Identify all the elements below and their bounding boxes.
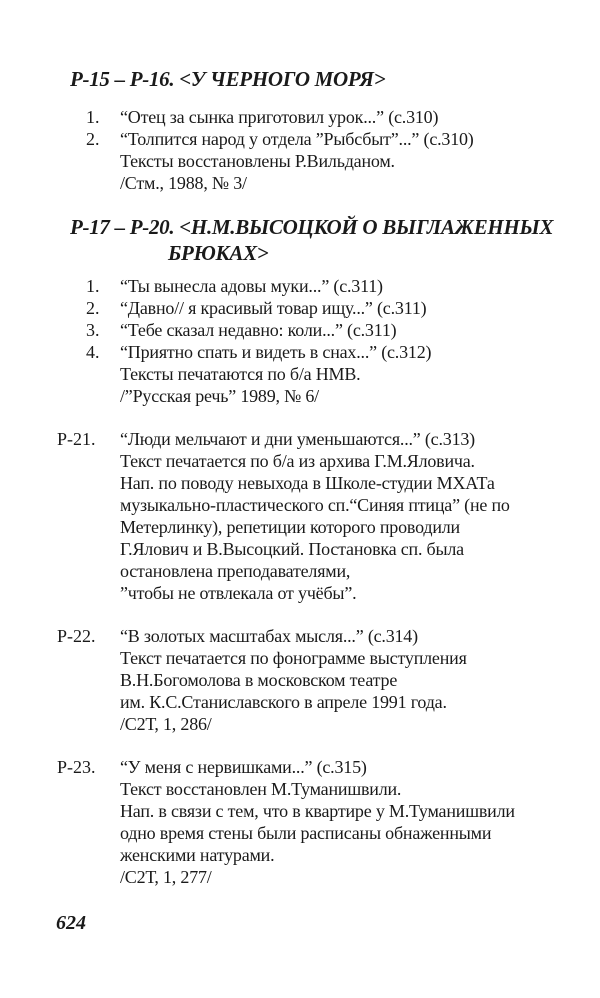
entry-line: женскими натурами. [120,845,275,865]
item-number: 1. [86,276,100,296]
entry-line: Текст печатается по б/а из архива Г.М.Яловича. [120,451,475,471]
entry-line: Метерлинку), репетиции которого проводили [120,517,460,537]
publication-ref: /”Русская речь” 1989, № 6/ [120,386,319,406]
entry-line: “У меня с нервишками...” (с.315) [120,757,367,777]
entry-code: Р-22. [57,626,96,646]
item-number: 2. [86,129,100,149]
entry-line: им. К.С.Станиславского в апреле 1991 года. [120,692,447,712]
item-text: “Толпится народ у отдела ”Рыбсбыт”...” (с.310) [120,129,474,149]
item-text: “Ты вынесла адовы муки...” (с.311) [120,276,383,296]
item-text: “Давно// я красивый товар ищу...” (с.311) [120,298,427,318]
entry-line: музыкально-пластического сп.“Синяя птица” (не по [120,495,510,515]
entry-code: Р-23. [57,757,96,777]
item-number: 2. [86,298,100,318]
entry-line: одно время стены были расписаны обнаженными [120,823,492,843]
section-heading-r17-r20 [70,214,553,266]
entry-line: /С2Т, 1, 277/ [120,867,212,887]
section-heading-r15-r16: Р-15 – Р-16. <У ЧЕРНОГО МОРЯ> [70,67,386,91]
heading-line: Р-17 – Р-20. <Н.М.ВЫСОЦКОЙ О ВЫГЛАЖЕННЫХ [70,215,554,239]
entry-line: Текст восстановлен М.Туманишвили. [120,779,402,799]
entry-line: “В золотых масштабах мысля...” (с.314) [120,626,418,646]
entry-line: /С2Т, 1, 286/ [120,714,212,734]
source-note: Тексты восстановлены Р.Вильданом. [120,151,395,171]
entry-line: В.Н.Богомолова в московском театре [120,670,398,690]
item-number: 3. [86,320,100,340]
item-text: “Отец за сынка приготовил урок...” (с.310) [120,107,439,127]
entry-line: Нап. по поводу невыхода в Школе-студии МХАТа [120,473,495,493]
entry-line: остановлена преподавателями, [120,561,351,581]
entry-line: ”чтобы не отвлекала от учёбы”. [120,583,357,603]
source-note: Тексты печатаются по б/а НМВ. [120,364,361,384]
item-number: 4. [86,342,100,362]
heading-line: БРЮКАХ> [168,241,269,265]
entry-line: Г.Ялович и В.Высоцкий. Постановка сп. была [120,539,464,559]
entry-line: Нап. в связи с тем, что в квартире у М.Туманишвили [120,801,515,821]
item-text: “Приятно спать и видеть в снах...” (с.312) [120,342,432,362]
entry-code: Р-21. [57,429,96,449]
item-number: 1. [86,107,100,127]
publication-ref: /Стм., 1988, № 3/ [120,173,247,193]
page-number: 624 [56,912,86,934]
entry-line: Текст печатается по фонограмме выступления [120,648,467,668]
entry-line: “Люди мельчают и дни уменьшаются...” (с.313) [120,429,475,449]
item-text: “Тебе сказал недавно: коли...” (с.311) [120,320,397,340]
